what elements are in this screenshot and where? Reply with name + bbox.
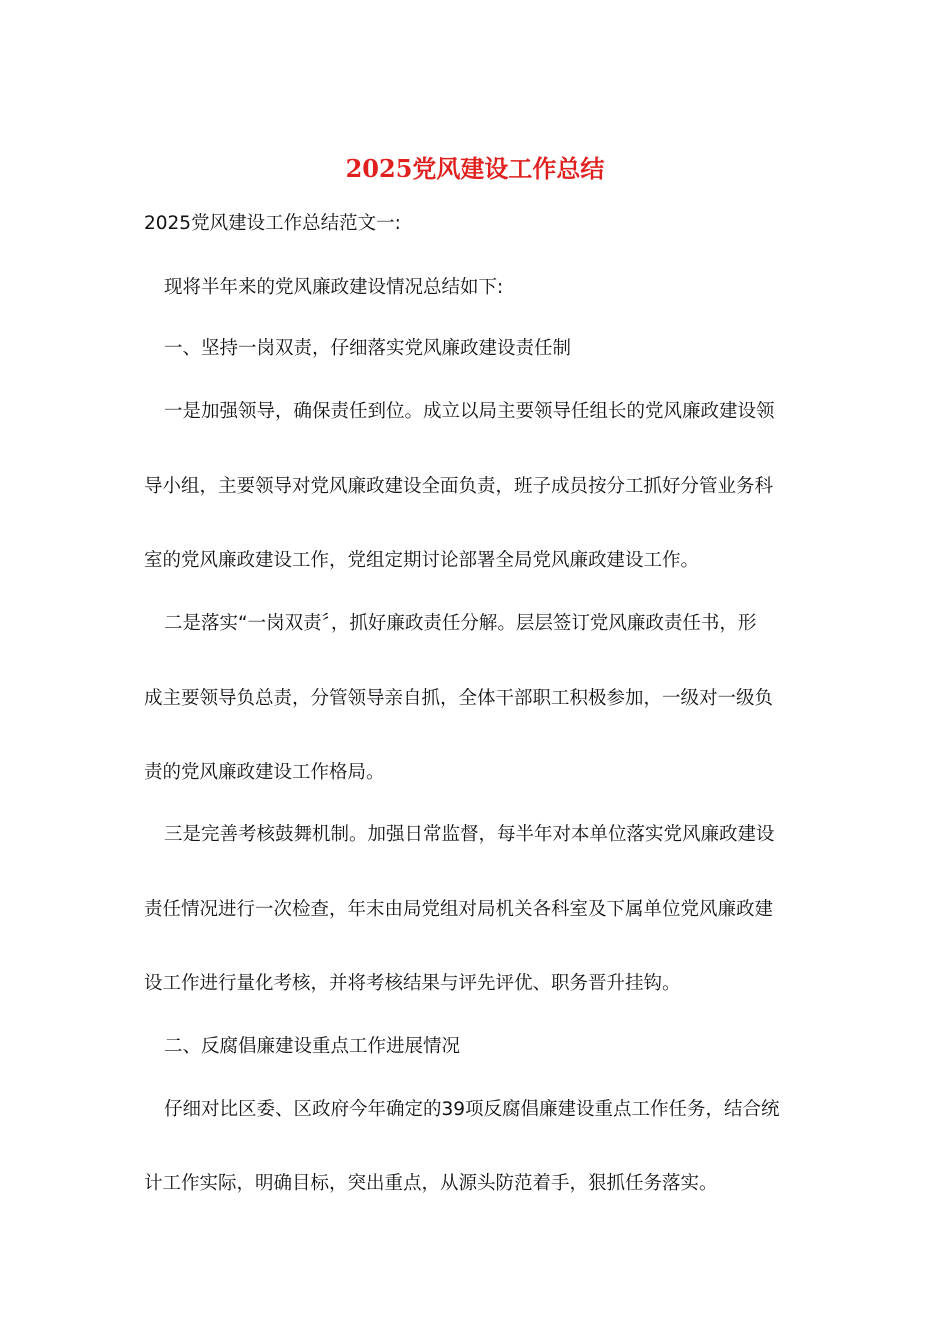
paragraph-line: 一是加强领导，确保责任到位。成立以局主要领导任组长的党风廉政建设领 — [164, 401, 775, 422]
section-heading-1: 一、坚持一岗双责，仔细落实党风廉政建设责任制 — [164, 338, 572, 359]
paragraph-line: 仔细对比区委、区政府今年确定的39项反腐倡廉建设重点工作任务，结合统 — [164, 1099, 780, 1120]
paragraph-line: 成主要领导负总责，分管领导亲自抓，全体干部职工积极参加，一级对一级负 — [144, 688, 774, 709]
intro-line: 现将半年来的党风廉政建设情况总结如下: — [164, 277, 504, 298]
paragraph-line: 计工作实际，明确目标，突出重点，从源头防范着手，狠抓任务落实。 — [144, 1173, 718, 1194]
section-heading-2: 二、反腐倡廉建设重点工作进展情况 — [164, 1036, 461, 1057]
paragraph-line: 责的党风廉政建设工作格局。 — [144, 762, 385, 783]
document-title: 2025党风建设工作总结 — [345, 154, 605, 183]
subtitle-line: 2025党风建设工作总结范文一: — [144, 213, 401, 234]
paragraph-line: 三是完善考核鼓舞机制。加强日常监督，每半年对本单位落实党风廉政建设 — [164, 824, 775, 845]
paragraph-line: 设工作进行量化考核，并将考核结果与评先评优、职务晋升挂钩。 — [144, 973, 681, 994]
paragraph-line: 导小组，主要领导对党风廉政建设全面负责，班子成员按分工抓好分管业务科 — [144, 476, 774, 497]
paragraph-line: 室的党风廉政建设工作，党组定期讨论部署全局党风廉政建设工作。 — [144, 550, 700, 571]
paragraph-line: 二是落实“一岗双责〞，抓好廉政责任分解。层层签订党风廉政责任书，形 — [164, 613, 757, 634]
paragraph-line: 责任情况进行一次检查，年末由局党组对局机关各科室及下属单位党风廉政建 — [144, 899, 774, 920]
